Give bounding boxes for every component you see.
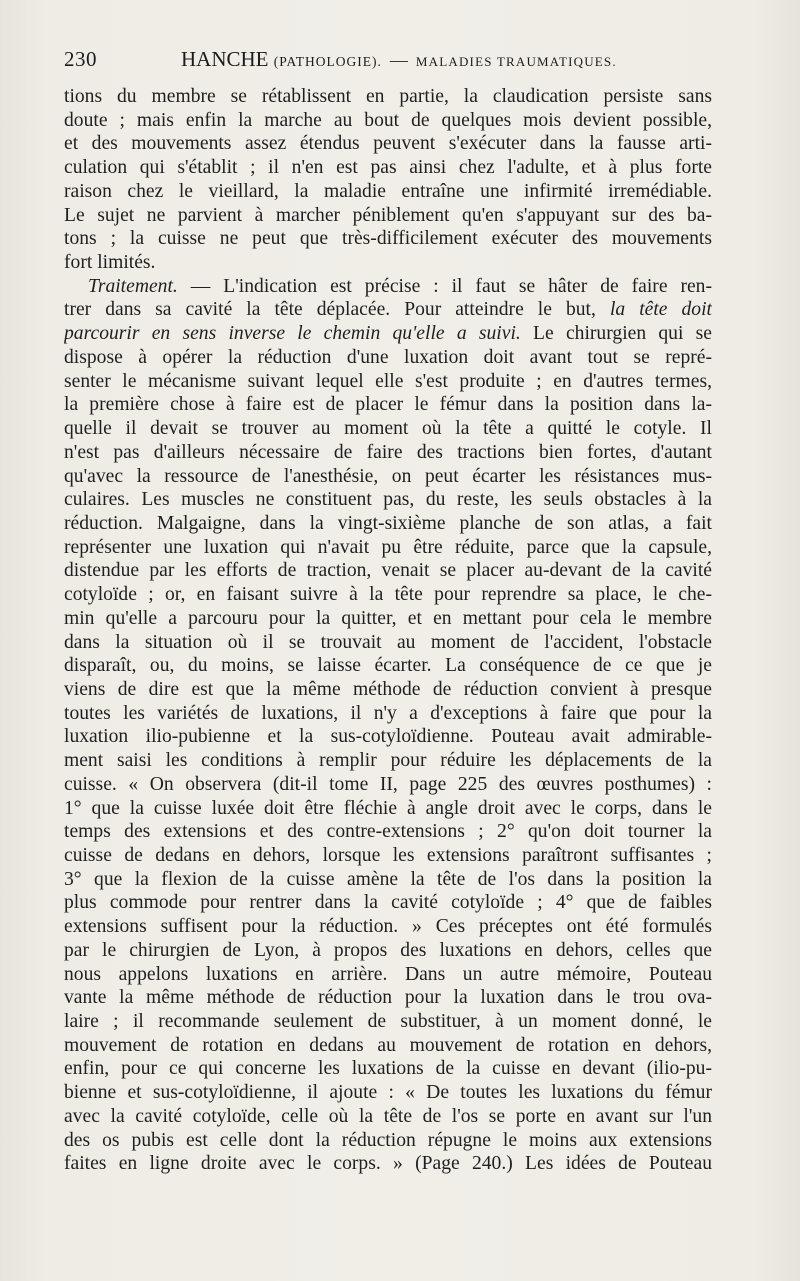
text-segment: trer dans sa cavité la tête déplacée. Pour atteindre le but, [64, 299, 596, 321]
text-line: dans la situation où il se trouvait au moment de l'accident, l'obstacle [64, 631, 712, 653]
running-title-qualifier: (PATHOLOGIE). [273, 54, 382, 69]
text-line: 3° que la flexion de la cuisse amène la tête de l'os dans la position la [64, 868, 712, 890]
running-header [64, 47, 712, 77]
text-line: mouvement de rotation en dedans au mouvement de rotation en dehors, [64, 1034, 712, 1056]
text-line: laire ; il recommande seulement de substituer, à un moment donné, le [64, 1011, 712, 1033]
body-text [64, 85, 712, 1176]
text-line: disparaît, ou, du moins, se laisse écarter. La conséquence de ce que je [64, 655, 712, 677]
text-line: culation qui s'établit ; il n'en est pas ainsi chez l'adulte, et à plus forte [64, 157, 712, 179]
text-line: viens de dire est que la même méthode de réduction convient à presque [64, 678, 712, 700]
text-line: culaires. Les muscles ne constituent pas, du reste, les seuls obstacles à la [64, 489, 712, 511]
text-line: tions du membre se rétablissent en partie, la claudication persiste sans [64, 86, 712, 107]
page-number: 230 [64, 47, 97, 71]
running-title-separator: — [389, 50, 408, 70]
italic-phrase: parcourir en sens inverse le chemin qu'elle a suivi. [64, 323, 521, 345]
running-title [181, 47, 617, 72]
text-line: ment saisi les conditions à remplir pour réduire les déplacements de la [64, 750, 712, 772]
text-line: min qu'elle a parcouru pour la quitter, et en mettant pour cela le membre [64, 607, 712, 629]
text-segment: — L'indication est précise : il faut se hâter de faire ren- [190, 275, 712, 297]
text-line: vante la même méthode de réduction pour la luxation dans le trou ova- [64, 987, 712, 1009]
text-line [64, 298, 712, 322]
section-heading-traitement: Traitement. [88, 275, 178, 297]
text-segment: Le chirurgien qui se [533, 323, 712, 345]
text-line: des os pubis est celle dont la réduction répugne le moins aux extensions [64, 1129, 712, 1151]
text-line: distendue par les efforts de traction, venait se placer au-devant de la cavité [64, 560, 712, 582]
text-line: fort limités. [64, 252, 156, 274]
text-line: et des mouvements assez étendus peuvent s'exécuter dans la fausse arti- [64, 133, 712, 155]
text-line: Le sujet ne parvient à marcher péniblement qu'en s'appuyant sur des ba- [64, 204, 712, 226]
text-line: qu'avec la ressource de l'anesthésie, on peut écarter les résistances mus- [64, 465, 712, 487]
text-line: cotyloïde ; or, en faisant suivre à la tête pour reprendre sa place, le che- [64, 584, 712, 606]
text-line: doute ; mais enfin la marche au bout de quelques mois devient possible, [64, 109, 712, 131]
running-title-main: HANCHE [181, 47, 269, 71]
text-line: senter le mécanisme suivant lequel elle s'est produite ; en d'autres termes, [64, 370, 712, 392]
text-line: réduction. Malgaigne, dans la vingt-sixième planche de son atlas, a fait [64, 512, 712, 534]
text-line: tons ; la cuisse ne peut que très-difficilement exécuter des mouvements [64, 228, 712, 250]
text-line-traitement [64, 275, 712, 299]
text-line: bienne et sus-cotyloïdienne, il ajoute : « De toutes les luxations du fémur [64, 1082, 712, 1104]
text-line: raison chez le vieillard, la maladie entraîne une infirmité irremédiable. [64, 180, 712, 202]
text-line: enfin, pour ce qui concerne les luxations de la cuisse en devant (ilio-pu- [64, 1058, 712, 1080]
italic-phrase: la tête doit [609, 299, 712, 321]
text-line: quelle il devait se trouver au moment où la tête a quitté le cotyle. Il [64, 418, 712, 440]
running-subtitle: MALADIES TRAUMATIQUES. [415, 54, 617, 69]
text-line: n'est pas d'ailleurs nécessaire de faire des tractions bien fortes, d'autant [64, 441, 712, 463]
text-line: nous appelons luxations en arrière. Dans un autre mémoire, Pouteau [64, 963, 712, 985]
text-line: faites en ligne droite avec le corps. » (Page 240.) Les idées de Pouteau [64, 1153, 712, 1175]
text-line: plus commode pour rentrer dans la cavité cotyloïde ; 4° que de faibles [64, 892, 712, 914]
text-line: temps des extensions et des contre-extensions ; 2° qu'on doit tourner la [64, 821, 712, 843]
text-line: par le chirurgien de Lyon, à propos des luxations en dehors, celles que [64, 939, 712, 961]
text-line: cuisse de dedans en dehors, lorsque les extensions paraîtront suffisantes ; [64, 845, 712, 866]
text-line: dispose à opérer la réduction d'une luxation doit avant tout se repré- [64, 346, 712, 368]
text-line: la première chose à faire est de placer le fémur dans la position dans la- [64, 394, 712, 416]
text-line: cuisse. « On observera (dit-il tome II, page 225 des œuvres posthumes) : [64, 773, 712, 795]
text-line: avec la cavité cotyloïde, celle où la tête de l'os se porte en avant sur l'un [64, 1105, 712, 1127]
text-line: luxation ilio-pubienne et la sus-cotyloïdienne. Pouteau avait admirable- [64, 726, 712, 748]
text-line: extensions suffisent pour la réduction. » Ces préceptes ont été formulés [64, 916, 712, 938]
text-line: toutes les variétés de luxations, il n'y a d'exceptions à faire que pour la [64, 702, 712, 724]
text-line: représenter une luxation qui n'avait pu être réduite, parce que la capsule, [64, 536, 712, 558]
text-line: 1° que la cuisse luxée doit être fléchie à angle droit avec le corps, dans le [64, 797, 712, 819]
text-line [64, 322, 712, 346]
